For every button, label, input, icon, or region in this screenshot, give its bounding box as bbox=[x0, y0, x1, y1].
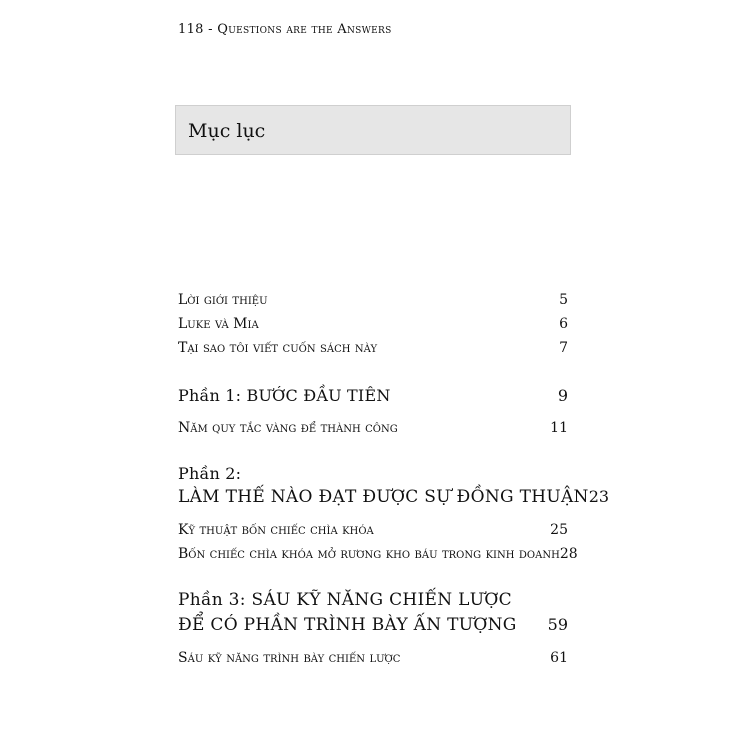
toc-entry bbox=[178, 546, 578, 562]
part-3-title-line2: ĐỂ CÓ PHẦN TRÌNH BÀY ẤN TƯỢNG bbox=[178, 615, 517, 635]
part-1-heading bbox=[178, 386, 568, 405]
toc-entry-page: 11 bbox=[550, 420, 568, 436]
part-2-page: 23 bbox=[588, 487, 610, 506]
toc-entry-page: 25 bbox=[550, 522, 568, 538]
part-2-title: LÀM THẾ NÀO ĐẠT ĐƯỢC SỰ ĐỒNG THUẬN bbox=[178, 487, 589, 507]
part-3-heading-line2 bbox=[178, 615, 568, 635]
toc-title-box bbox=[175, 105, 571, 155]
page-header: 118 - Questions are the Answers bbox=[178, 22, 392, 37]
part-1-page: 9 bbox=[557, 386, 568, 405]
toc-entry-page: 7 bbox=[559, 340, 568, 356]
toc-entry bbox=[178, 522, 568, 538]
toc-entry-label: Năm quy tắc vàng để thành công bbox=[178, 420, 398, 436]
toc-entry-page: 6 bbox=[559, 316, 568, 332]
toc-entry-page: 5 bbox=[559, 292, 568, 308]
part-3-heading-line1 bbox=[178, 590, 568, 610]
toc-entry-label: Sáu kỹ năng trình bày chiến lược bbox=[178, 650, 401, 666]
toc-entry-label: Kỹ thuật bốn chiếc chìa khóa bbox=[178, 522, 374, 538]
part-1-title: Phần 1: BƯỚC ĐẦU TIÊN bbox=[178, 386, 391, 405]
part-2-heading bbox=[178, 487, 610, 507]
toc-entry bbox=[178, 316, 568, 332]
part-3-title-line1: Phần 3: SÁU KỸ NĂNG CHIẾN LƯỢC bbox=[178, 590, 512, 610]
toc-entry-label: Bốn chiếc chìa khóa mở rương kho báu trong kinh doanh bbox=[178, 546, 560, 562]
toc-entry bbox=[178, 292, 568, 308]
toc-entry bbox=[178, 650, 568, 666]
toc-entry-label: Tại sao tôi viết cuốn sách này bbox=[178, 340, 378, 356]
toc-entry-page: 28 bbox=[559, 546, 578, 562]
toc-title: Mục lục bbox=[188, 120, 266, 142]
part-2-label-text: Phần 2: bbox=[178, 464, 242, 483]
toc-entry-page: 61 bbox=[550, 650, 568, 666]
toc-entry bbox=[178, 420, 568, 436]
part-2-label bbox=[178, 464, 568, 483]
toc-entry-label: Luke và Mia bbox=[178, 316, 259, 332]
toc-entry-label: Lời giới thiệu bbox=[178, 292, 268, 308]
part-3-page: 59 bbox=[547, 615, 568, 634]
toc-entry bbox=[178, 340, 568, 356]
